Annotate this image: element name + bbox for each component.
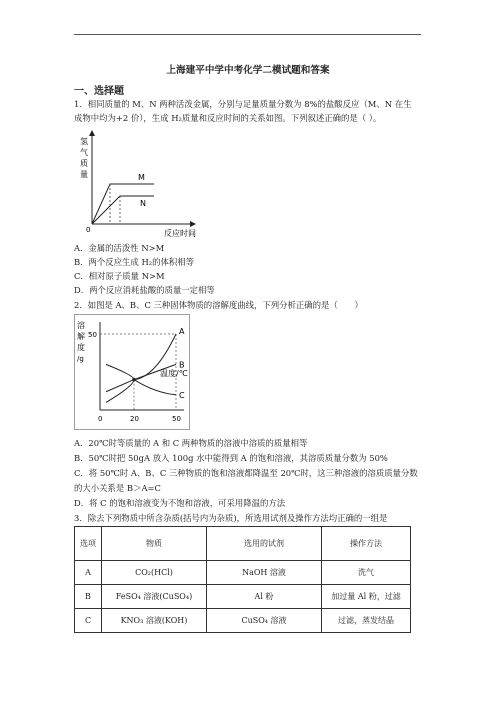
q1-label-m: M (138, 173, 145, 182)
q2-x-tick-label: 50 (172, 415, 181, 423)
q3-options-table (74, 526, 411, 633)
q1-option-c: C．相对原子质量 N>M (74, 271, 165, 281)
q2-ylabel-char: 度 (77, 343, 85, 352)
q1-option-d: D．两个反应消耗盐酸的质量一定相等 (74, 285, 215, 295)
q1-origin: 0 (86, 226, 91, 234)
q1-hydrogen-chart (70, 128, 200, 238)
q1-option-b: B．两个反应生成 H₂的体积相等 (74, 257, 194, 267)
q1-x-arrow (190, 221, 196, 227)
header-option: 选项 (75, 527, 102, 561)
q1-xlabel: 反应时间 (164, 229, 196, 238)
q2-label-a: A (179, 327, 185, 336)
q2-option-c-line2: 的大小关系是 B＞A=C (74, 483, 161, 493)
cell-method: 加过量 Al 粉，过滤 (322, 585, 411, 609)
section-heading: 一、选择题 (74, 86, 124, 97)
q2-xlabel: 温度/℃ (160, 369, 188, 378)
cell-option: C (75, 609, 102, 633)
q2-label-c: C (179, 390, 185, 400)
table-row (75, 609, 411, 633)
cell-option: B (75, 585, 102, 609)
cell-substance: KNO₃ 溶液(KOH) (102, 609, 207, 633)
q1-option-a: A．金属的活泼性 N>M (74, 243, 165, 253)
header-method: 操作方法 (322, 527, 411, 561)
cell-substance: CO₂(HCl) (102, 561, 207, 585)
q2-stem: 2．如图是 A、B、C 三种固体物质的溶解度曲线，下列分析正确的是（ ） (74, 300, 363, 310)
q1-stem-line2: 成物中均为+2 价），生成 H₂质量和反应时间的关系如图。下列叙述正确的是（ ）。 (74, 113, 382, 123)
q1-ylabel-char: 气 (80, 148, 88, 157)
table-header-row (75, 527, 411, 561)
q2-label-b: B (179, 360, 185, 370)
q1-stem-line1: 1．相同质量的 M、N 两种活泼金属，分别与足量质量分数为 8%的盐酸反应（M、N 在生 (74, 99, 412, 109)
q1-ylabel-char: 氢 (80, 137, 88, 146)
q1-label-n: N (140, 199, 146, 208)
q1-y-arrow (89, 130, 95, 136)
q2-ylabel-char: /g (77, 355, 84, 363)
cell-reagent: CuSO₄ 溶液 (207, 609, 322, 633)
cell-reagent: NaOH 溶液 (207, 561, 322, 585)
cell-option: A (75, 561, 102, 585)
cell-reagent: Al 粉 (207, 585, 322, 609)
cell-substance: FeSO₄ 溶液(CuSO₄) (102, 585, 207, 609)
cell-method: 过滤，蒸发结晶 (322, 609, 411, 633)
page-title: 上海建平中学中考化学二模试题和答案 (166, 65, 330, 76)
cell-method: 洗气 (322, 561, 411, 585)
header-substance: 物质 (102, 527, 207, 561)
q2-x-tick-label: 0 (98, 415, 103, 423)
q1-ylabel-char: 质 (80, 159, 88, 168)
q2-intersection-point (132, 378, 136, 382)
q3-stem: 3．除去下列物质中所含杂质(括号内为杂质)，所选用试剂及操作方法均正确的一组是 (74, 513, 388, 523)
q2-option-c-line1: C．将 50℃时 A、B、C 三种物质的饱和溶液都降温至 20℃时，这三种溶液的溶质质量分数 (74, 468, 418, 478)
q2-ylabel-char: 溶 (77, 321, 85, 330)
q2-y-tick-label: 50 (88, 331, 97, 339)
q2-solubility-chart (74, 314, 190, 430)
table-row (75, 585, 411, 609)
q2-ylabel-char: 解 (77, 332, 85, 341)
q2-option-b: B．50℃时把 50gA 放入 100g 水中能得到 A 的饱和溶液，其溶质质量分数为 50% (74, 453, 388, 463)
header-rule (74, 34, 421, 35)
q1-ylabel-char: 量 (80, 170, 88, 179)
q2-option-d: D．将 C 的饱和溶液变为不饱和溶液，可采用降温的方法 (74, 498, 286, 508)
q2-option-a: A．20℃时等质量的 A 和 C 两种物质的溶液中溶质的质量相等 (74, 438, 308, 448)
q2-x-tick-label: 20 (130, 415, 139, 423)
header-reagent: 选用的试剂 (207, 527, 322, 561)
table-row (75, 561, 411, 585)
